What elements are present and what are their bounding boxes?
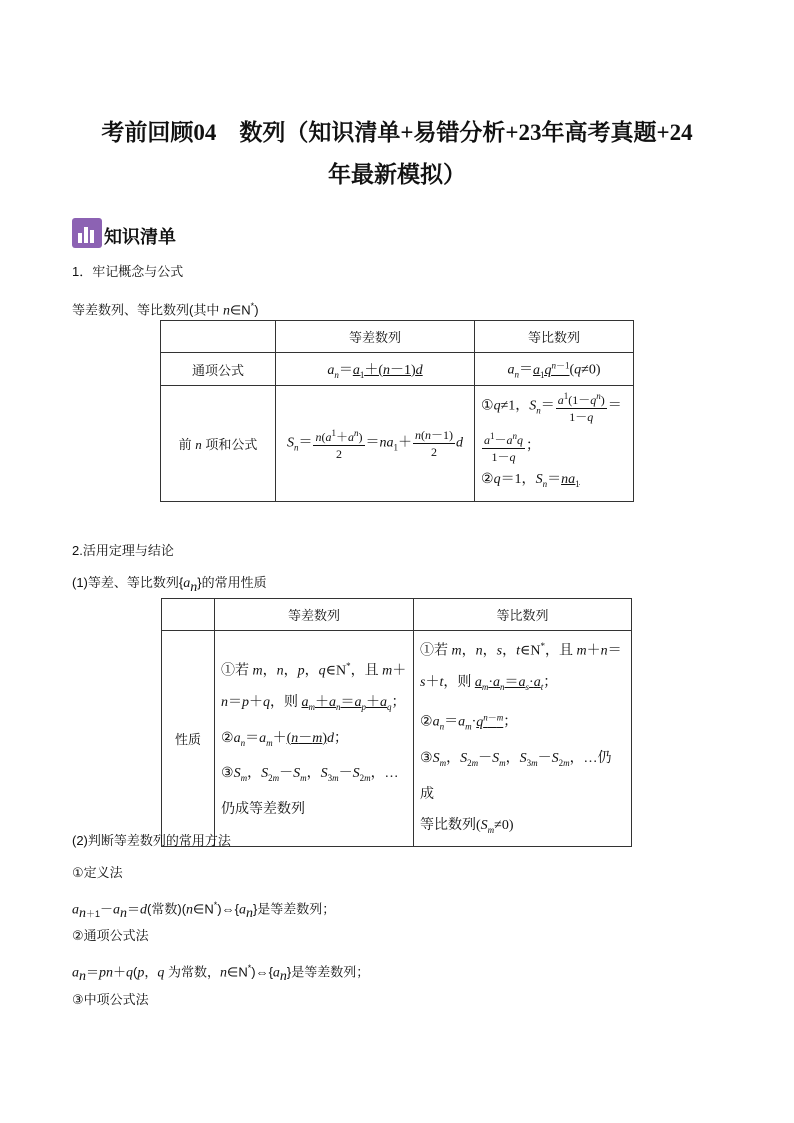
table2-header-arith: 等差数列 <box>215 599 414 631</box>
row-label-properties: 性质 <box>162 631 215 847</box>
table2-intro: (1)等差、等比数列$\{a_n\}$的常用性质 <box>72 575 267 595</box>
property-table <box>161 598 632 847</box>
table1-header-arith: 等差数列 <box>276 321 475 353</box>
row-label-general-term: 通项公式 <box>161 353 276 386</box>
formula-table <box>160 320 634 502</box>
method-1-title: ①定义法 <box>72 865 123 880</box>
geo-sum-formula: ①q≠1，$S_n=$ $\frac{a^1(1-q^n)}{1-q}$ ＝ $\frac{a^1-a^nq}{1-q}$ ； ②q＝1，$S_n=na_1$ <box>475 386 634 502</box>
item-1-heading: 1．牢记概念与公式 <box>72 264 184 279</box>
title-line-2: 年最新模拟） <box>328 162 466 187</box>
table1-header-geo: 等比数列 <box>475 321 634 353</box>
method-1-formula: $a_{n+1}-a_n=d$(常数)$(n\in N^*)\Leftrightarrow\{a_n\}$是等差数列； <box>72 900 336 921</box>
title-line-1: 考前回顾04 数列（知识清单+易错分析+23年高考真题+24 <box>101 120 693 145</box>
bar-chart-icon <box>72 218 102 248</box>
method-2-title: ②通项公式法 <box>72 928 149 943</box>
method-3-title: ③中项公式法 <box>72 992 149 1007</box>
method-heading: (2)判断等差数列的常用方法 <box>72 833 231 848</box>
arith-properties: ①若 m，n，p，q∈N*，且 m＋ n＝p＋q，则 $a_m+a_n=a_p+a_q$； $②a_n=a_m+(n-m)d$； $③S_m$，$S_{2m}-S_m$，$S_{3m}-S_{2m}$，… 仍成等差数列 <box>215 631 414 847</box>
method-2-formula: $a_n=pn+q(p$，q 为常数，$n\in N^*)\Leftrightarrow\{a_n\}$是等差数列； <box>72 963 370 984</box>
section-title: 知识清单 <box>104 227 176 247</box>
geo-general-term: $a_n=a_1q^{n-1}(q\ne 0)$ <box>475 353 634 386</box>
table1-intro: 等差数列、等比数列(其中 n∈N*) <box>72 301 259 319</box>
geo-properties: ①若 m，n，s，t∈N*，且 m＋n＝ s＋t，则 $a_m\cdot a_n=a_s\cdot a_t$； $②a_n=a_m\cdot q^{n-m}$； $③S_m$，$S_{2m}-S_m$，$S_{3m}-S_{2m}$，…仍成 等比数列$(S_m\ne 0)$ <box>414 631 632 847</box>
item-2-heading: 2.活用定理与结论 <box>72 543 174 558</box>
section-heading <box>72 218 176 248</box>
arith-general-term: $a_n=a_1+(n-1)d$ <box>276 353 475 386</box>
page-title <box>60 112 734 196</box>
table2-header-geo: 等比数列 <box>414 599 632 631</box>
row-label-sum: 前 n 项和公式 <box>161 386 276 502</box>
arith-sum-formula: $S_n=$ $\frac{n(a^1+a^n)}{2}$ $=na_1+$ $\frac{n(n-1)}{2}$ d <box>276 386 475 502</box>
